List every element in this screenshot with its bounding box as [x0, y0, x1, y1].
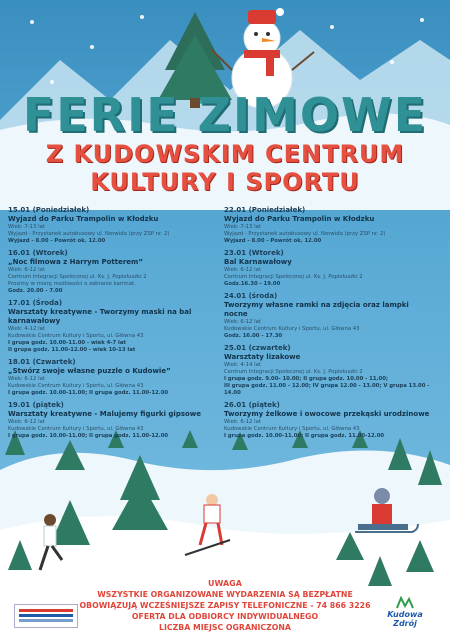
- event-time: Wyjazd - 8.00 - Powrót ok. 12.00: [8, 238, 106, 244]
- event-time: II grupa godz. 11.00-12.00 - wiek 10-13 lat: [8, 347, 136, 353]
- notice-line: LICZBA MIEJSC OGRANICZONA: [159, 623, 291, 632]
- event-detail: Wiek: 7-13 lat: [224, 224, 261, 230]
- event-detail: Kudowskie Centrum Kultury i Sportu, ul. Główna 43: [224, 426, 360, 432]
- event-item: [8, 358, 218, 397]
- event-time: I grupa godz. 10.00-11.00; II grupa godz. 11.00-12.00: [224, 433, 385, 439]
- event-item: [224, 292, 434, 340]
- event-detail: Prosimy w miarę możliwości o zabranie karimat.: [8, 281, 136, 287]
- event-item: [224, 206, 434, 245]
- logo-text-line2: Zdrój: [393, 619, 417, 628]
- event-title: „Noc filmowa z Harrym Potterem”: [8, 258, 143, 266]
- events-right-column: [224, 206, 434, 444]
- notice-line: OBOWIĄZUJĄ WCZEŚNIEJSZE ZAPISY TELEFONICZNE - 74 866 3226: [79, 601, 371, 610]
- event-time: Godz. 16.00 - 17.30: [224, 333, 283, 339]
- event-time: Godz.16.30 - 19.00: [224, 281, 281, 287]
- notice-line: WSZYSTKIE ORGANIZOWANE WYDARZENIA SĄ BEZPŁATNE: [97, 590, 353, 599]
- events-left-column: [8, 206, 218, 444]
- notice-line: OFERTA DLA ODBIORCY INDYWIDUALNEGO: [131, 612, 319, 621]
- event-title: Bal Karnawałowy: [224, 258, 292, 266]
- event-date: 24.01 (środa): [224, 292, 278, 300]
- event-title: Wyjazd do Parku Trampolin w Kłodzku: [8, 215, 159, 223]
- event-date: 23.01 (Wtorek): [224, 249, 284, 257]
- event-detail: Wiek: 4-12 lat: [8, 326, 45, 332]
- event-title: Tworzymy własne ramki na zdjęcia oraz lampki nocne: [224, 301, 409, 318]
- kudowa-zdroj-logo: [376, 596, 434, 632]
- event-detail: Wiek: 7-13 lat: [8, 224, 45, 230]
- snowflake: [90, 45, 94, 49]
- event-detail: Kudowskie Centrum Kultury i Sportu, ul. Główna 43: [8, 333, 144, 339]
- event-title: „Stwórz swoje własne puzzle o Kudowie”: [8, 367, 171, 375]
- event-date: 16.01 (Wtorek): [8, 249, 68, 257]
- poster-title: FERIE ZIMOWE: [22, 88, 428, 142]
- snowflake: [140, 15, 144, 19]
- snowflake: [30, 20, 34, 24]
- event-item: [8, 401, 218, 440]
- event-date: 22.01 (Poniedziałek): [224, 206, 306, 214]
- event-detail: Wiek: 6-12 lat: [8, 267, 45, 273]
- event-detail: Wiek: 6-12 lat: [8, 376, 45, 382]
- event-detail: Centrum Integracji Społecznej ul. Ks. J. Popiełuszki 2: [224, 274, 363, 280]
- notice-heading: UWAGA: [208, 579, 242, 588]
- snowflake: [390, 60, 394, 64]
- event-item: [8, 206, 218, 245]
- event-detail: Centrum Integracji Społecznej ul. Ks. J. Popiełuszki 2: [224, 369, 363, 375]
- event-title: Wyjazd do Parku Trampolin w Kłodzku: [224, 215, 375, 223]
- event-detail: Centrum Integracji Społecznej ul. Ks. J. Popiełuszki 2: [8, 274, 147, 280]
- event-detail: Wyjazd - Przystanek autobusowy ul. Norwida (przy ZSP nr. 2): [8, 231, 170, 237]
- snowflake: [50, 80, 54, 84]
- event-detail: Wiek: 4-14 lat: [224, 362, 261, 368]
- event-time: III grupa godz. 11.00 - 12.00; IV grupa 12.00 - 13.00; V grupa 13.00 - 14.00: [224, 383, 430, 396]
- snowflake: [330, 25, 334, 29]
- logo-mark-icon: [395, 596, 415, 610]
- event-detail: Kudowskie Centrum Kultury i Sportu, ul. Główna 43: [8, 383, 144, 389]
- event-detail: Kudowskie Centrum Kultury i Sportu, ul. Główna 43: [224, 326, 360, 332]
- event-time: Wyjazd - 8.00 - Powrót ok. 12.00: [224, 238, 322, 244]
- event-time: Godz. 20.00 - 7.00: [8, 288, 63, 294]
- snowflake: [420, 18, 424, 22]
- event-item: [224, 249, 434, 288]
- event-detail: Wiek: 6-12 lat: [8, 419, 45, 425]
- event-time: I grupa godz. 9.00- 10.00; II grupa godz. 10.00 - 11.00;: [224, 376, 389, 382]
- event-time: I grupa godz. 10.00-11.00; II grupa godz. 11.00-12.00: [8, 390, 169, 396]
- event-detail: Wiek: 6-12 lat: [224, 319, 261, 325]
- poster-subtitle-line2: KULTURY I SPORTU: [90, 168, 360, 196]
- event-item: [224, 344, 434, 397]
- event-detail: Kudowskie Centrum Kultury i Sportu, ul. Główna 43: [8, 426, 144, 432]
- notice-block: [60, 578, 390, 633]
- event-detail: Wiek: 6-12 lat: [224, 419, 261, 425]
- poster-subtitle-line1: Z KUDOWSKIM CENTRUM: [45, 140, 405, 168]
- event-item: [8, 299, 218, 354]
- event-item: [224, 401, 434, 440]
- event-date: 26.01 (piątek): [224, 401, 280, 409]
- event-date: 15.01 (Poniedziałek): [8, 206, 90, 214]
- partner-logo: [14, 604, 78, 628]
- event-item: [8, 249, 218, 295]
- event-title: Tworzymy żelkowe i owocowe przekąski urodzinowe: [224, 410, 430, 418]
- event-time: I grupa godz. 10.00-11.00; II grupa godz. 11.00-12.00: [8, 433, 169, 439]
- event-title: Warsztaty kreatywne - Malujemy figurki gipsowe: [8, 410, 202, 418]
- event-date: 25.01 (czwartek): [224, 344, 291, 352]
- event-date: 18.01 (Czwartek): [8, 358, 76, 366]
- event-detail: Wiek: 6-12 lat: [224, 267, 261, 273]
- event-date: 17.01 (Środa): [8, 299, 63, 307]
- event-title: Warsztaty kreatywne - Tworzymy maski na bal karnawałowy: [8, 308, 192, 325]
- event-detail: Wyjazd - Przystanek autobusowy ul. Norwida (przy ZSP nr. 2): [224, 231, 386, 237]
- logo-text-line1: Kudowa: [387, 610, 423, 619]
- event-time: I grupa godz. 10.00-11.00 - wiek 4-7 lat: [8, 340, 126, 346]
- event-title: Warsztaty lizakowe: [224, 353, 301, 361]
- event-date: 19.01 (piątek): [8, 401, 64, 409]
